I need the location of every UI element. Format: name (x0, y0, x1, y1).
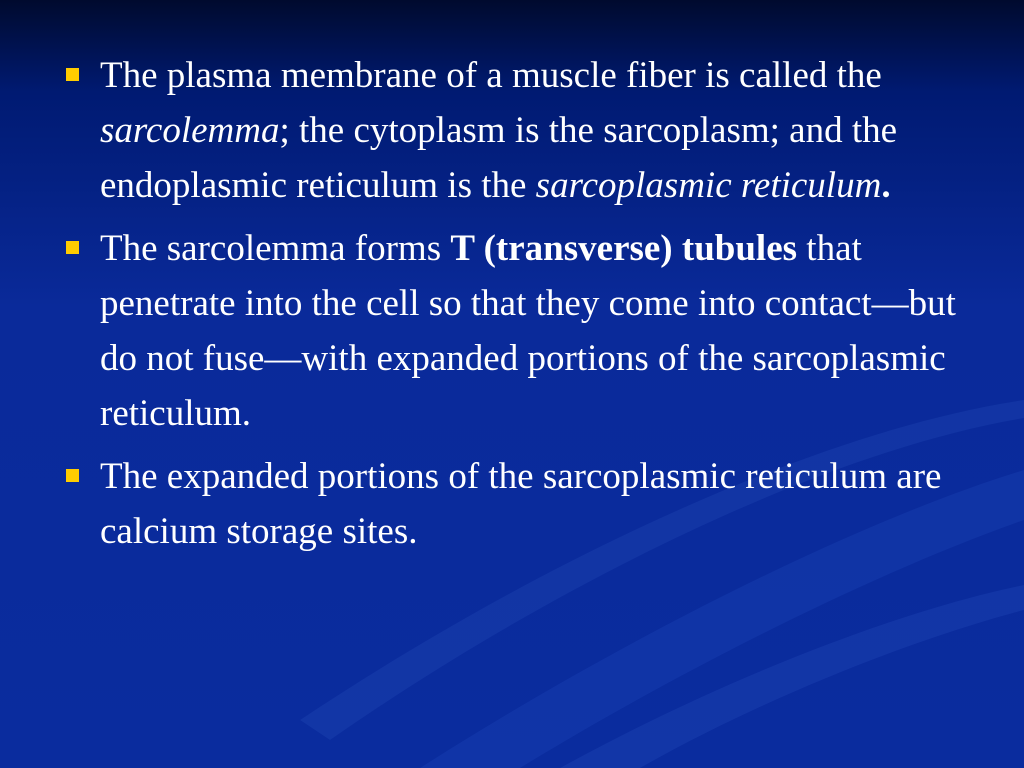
bullet-text: The sarcolemma forms T (transverse) tubules that penetrate into the cell so that they come into contact—but do not fuse—with expanded portions of the sarcoplasmic reticulum. (100, 228, 956, 434)
bullet-item-calcium-storage (62, 449, 962, 559)
slide-body (62, 48, 962, 567)
term-sarcoplasmic-reticulum: sarcoplasmic reticulum (535, 165, 882, 206)
bullet-text: The expanded portions of the sarcoplasmic reticulum are calcium storage sites. (100, 456, 942, 552)
bullet-item-sarcolemma-definitions (62, 48, 962, 213)
term-sarcolemma: sarcolemma (100, 110, 280, 151)
square-bullet-icon (66, 68, 79, 81)
term-t-tubules: T (transverse) tubules (450, 228, 798, 269)
bullet-text: The plasma membrane of a muscle fiber is called the sarcolemma; the cytoplasm is the sarcoplasm; and the endoplasmic reticulum is the sarcoplasmic reticulum. (100, 55, 898, 206)
square-bullet-icon (66, 241, 79, 254)
square-bullet-icon (66, 469, 79, 482)
bullet-item-t-tubules (62, 221, 962, 441)
